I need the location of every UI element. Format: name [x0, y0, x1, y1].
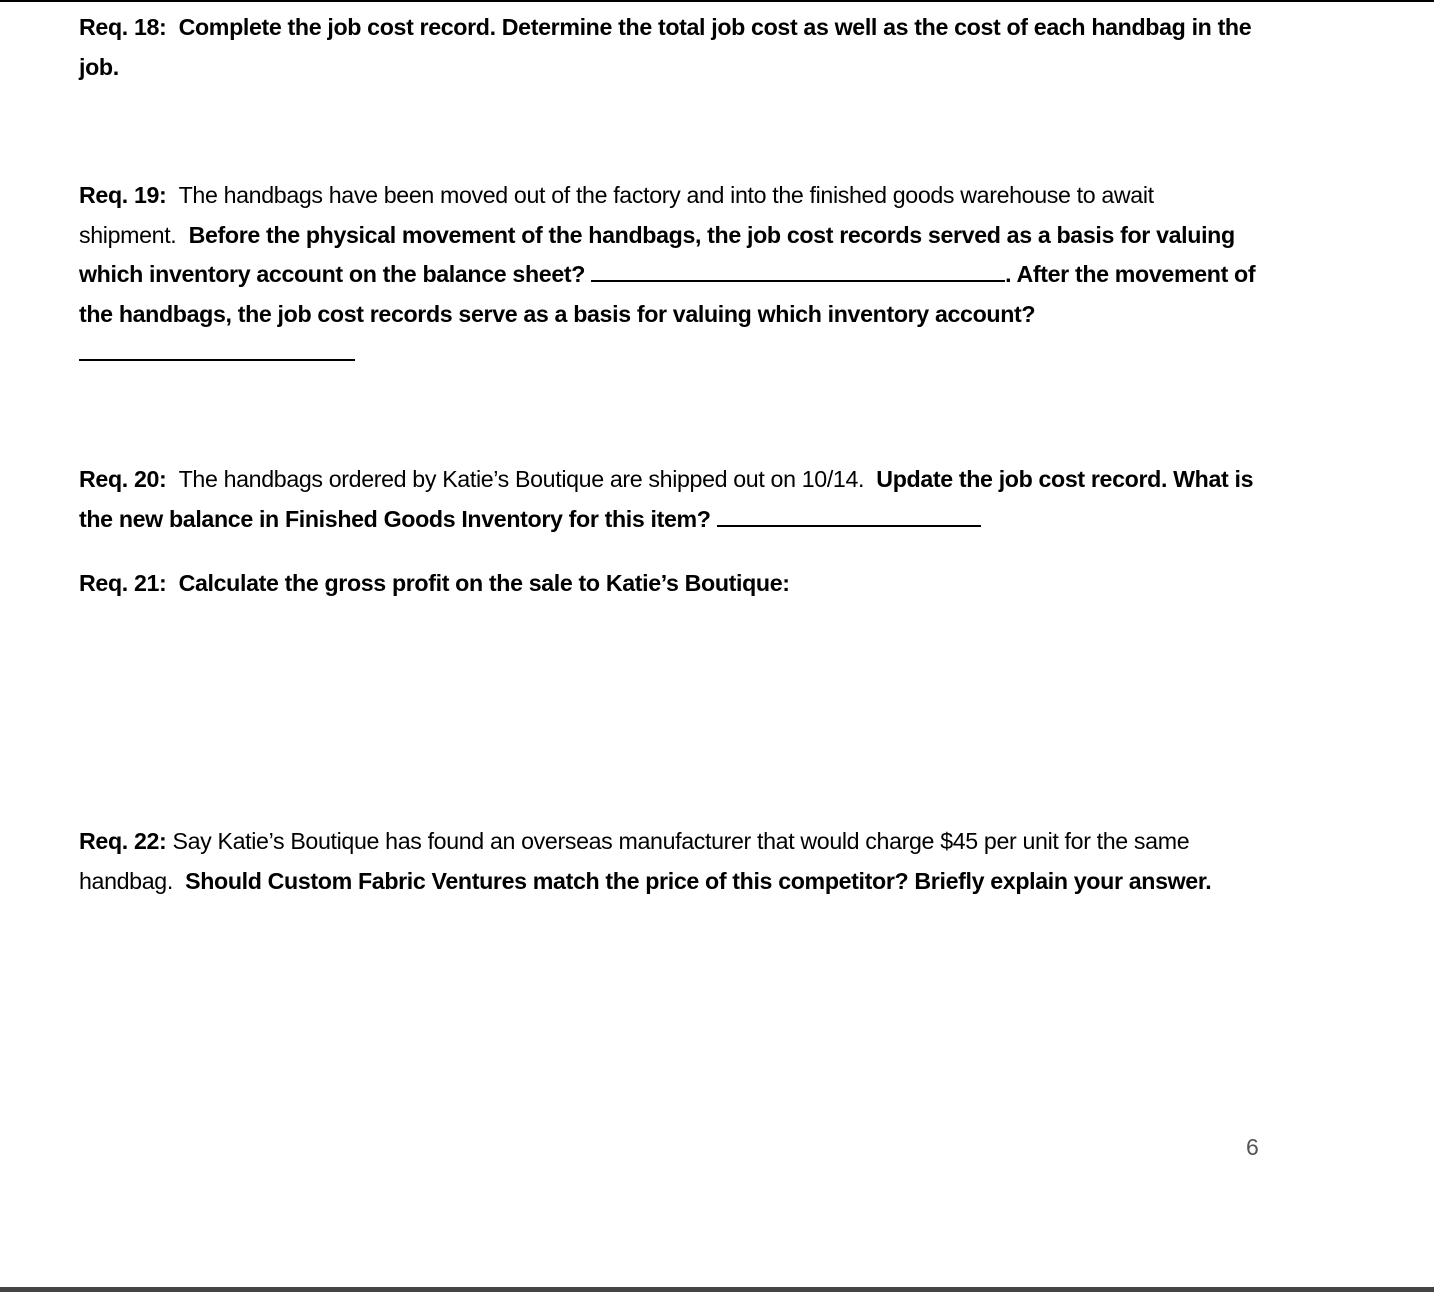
- requirement-18: [79, 8, 1264, 87]
- req22-text: Say Katie’s Boutique has found an overseas manufacturer that would charge $45 per unit for the same handbag.: [79, 828, 1190, 894]
- req18-text: Complete the job cost record. Determine the total job cost as well as the cost of each handbag in the job.: [79, 14, 1252, 80]
- req20-text: The handbags ordered by Katie’s Boutique are shipped out on 10/14.: [178, 466, 865, 492]
- req19-text: The handbags have been moved out of the factory and into the finished goods warehouse to await shipment.: [79, 182, 1154, 248]
- requirement-21: [79, 564, 1264, 604]
- req19-question-1: Before the physical movement of the handbags, the job cost records served as a basis for valuing which inventory account on the balance sheet?: [79, 221, 1235, 287]
- req19-question-2: . After the movement of the handbags, the job cost records serve as a basis for valuing which inventory account?: [79, 261, 1256, 327]
- req21-label: Req. 21:: [79, 570, 167, 596]
- req22-question: Should Custom Fabric Ventures match the price of this competitor? Briefly explain your answer.: [185, 867, 1212, 894]
- page-number: 6: [1246, 1134, 1259, 1160]
- document-page: [79, 0, 1269, 1285]
- req18-label: Req. 18:: [79, 14, 167, 40]
- requirement-20: [79, 460, 1264, 539]
- req20-question: Update the job cost record. What is the new balance in Finished Goods Inventory for this item?: [79, 466, 1254, 532]
- bottom-border: [0, 1287, 1434, 1292]
- req20-label: Req. 20:: [79, 466, 167, 492]
- requirement-19: [79, 176, 1264, 374]
- answer-blank-before-movement[interactable]: [591, 258, 1005, 282]
- req22-label: Req. 22:: [79, 828, 167, 854]
- answer-blank-after-movement[interactable]: [79, 337, 355, 361]
- req19-label: Req. 19:: [79, 182, 167, 208]
- answer-blank-finished-goods[interactable]: [717, 503, 981, 527]
- req21-text: Calculate the gross profit on the sale to Katie’s Boutique:: [178, 570, 790, 596]
- requirement-22: [79, 822, 1264, 901]
